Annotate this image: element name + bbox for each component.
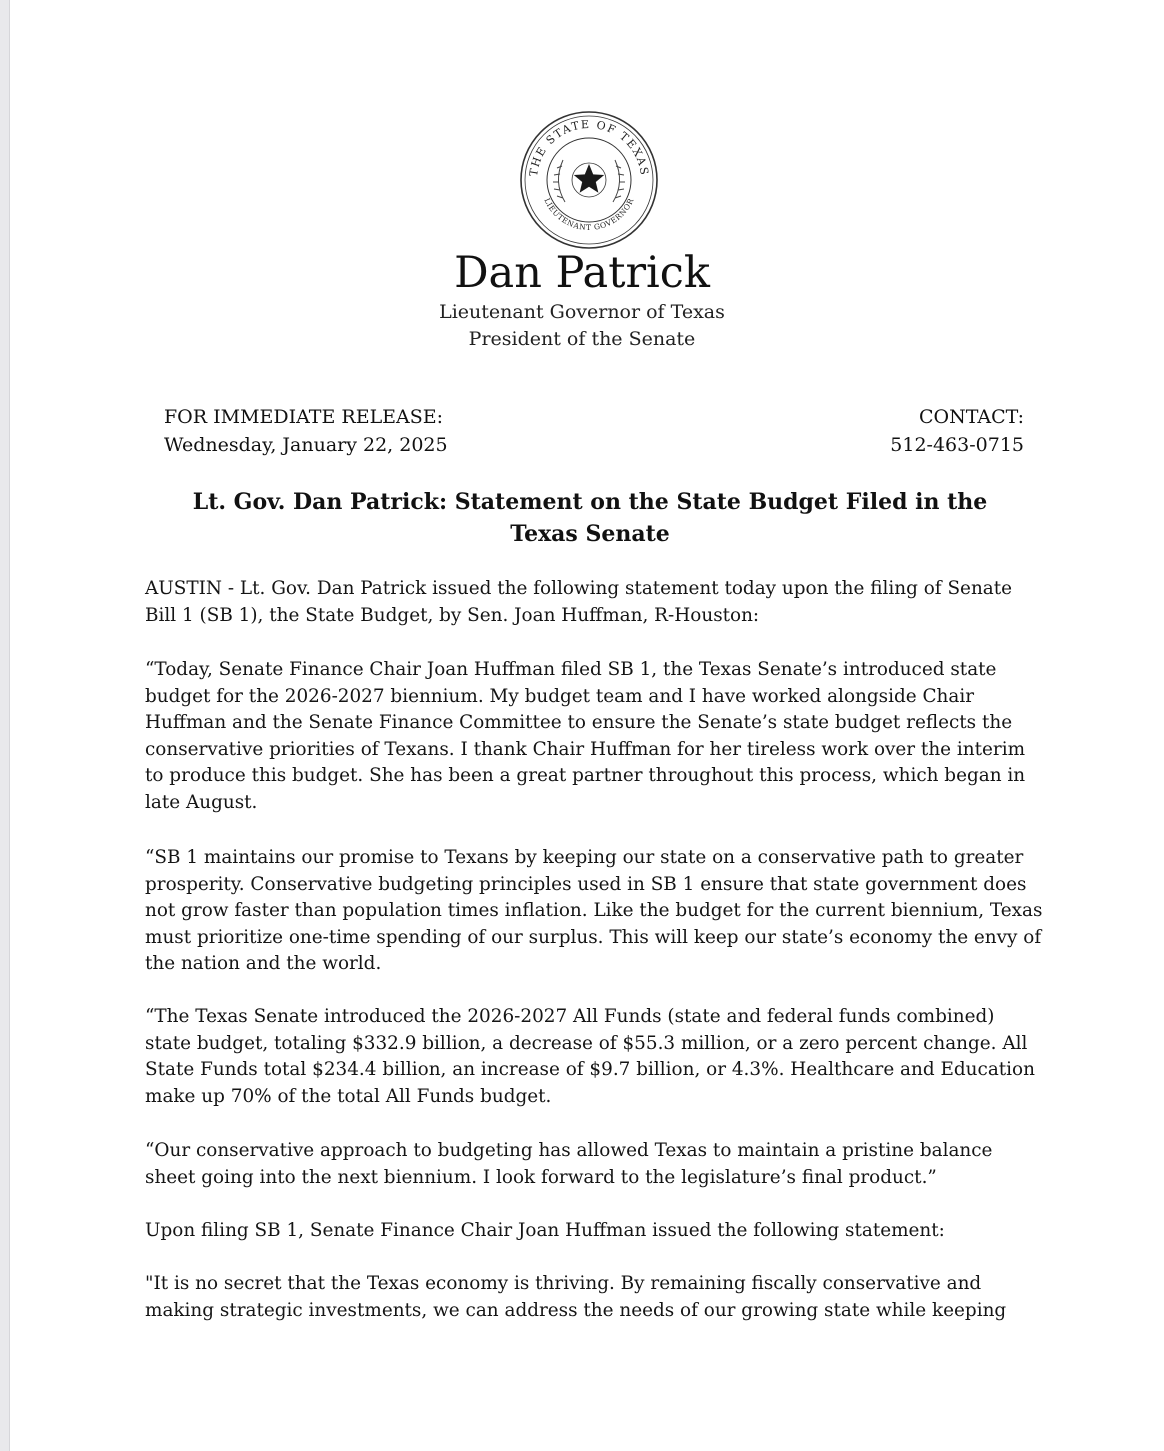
paragraph-huffman-statement: "It is no secret that the Texas economy is thriving. By remaining fiscally conservative and making strategic investments, we can address the needs of our growing state while keeping bbox=[145, 1273, 1007, 1321]
star-icon bbox=[572, 163, 606, 197]
seal-bottom-text: LIEUTENANT GOVERNOR bbox=[542, 196, 636, 233]
seal-top-text: THE STATE OF TEXAS bbox=[527, 117, 651, 178]
lieutenant-governor-seal bbox=[519, 110, 659, 250]
svg-text:LIEUTENANT GOVERNOR bbox=[542, 197, 635, 232]
paragraph-statement-1: “Today, Senate Finance Chair Joan Huffman filed SB 1, the Texas Senate’s introduced state budget for the 2026-2027 biennium. My budget team and I have worked alongside Chair Huffman and the Senate Finance Committee to ensure the Senate’s state budget reflects the conservative priorities of Texans. I thank Chair Huffman for her tireless work over the interim to produce this budget. She has been a great partner throughout this process, which began in late August. bbox=[145, 659, 1026, 813]
official-name: Dan Patrick bbox=[454, 248, 710, 298]
official-title: Lieutenant Governor of Texas bbox=[439, 301, 725, 323]
contact-label: CONTACT: bbox=[918, 406, 1024, 428]
release-label: FOR IMMEDIATE RELEASE: bbox=[164, 406, 444, 428]
release-date: Wednesday, January 22, 2025 bbox=[164, 434, 448, 456]
official-secondary-title: President of the Senate bbox=[468, 328, 696, 350]
press-release-headline: Lt. Gov. Dan Patrick: Statement on the State Budget Filed in the Texas Senate bbox=[192, 489, 988, 547]
page-edge bbox=[0, 0, 10, 1451]
paragraph-huffman-intro: Upon filing SB 1, Senate Finance Chair Joan Huffman issued the following statement: bbox=[145, 1220, 945, 1241]
contact-info bbox=[890, 403, 1024, 459]
release-info bbox=[164, 403, 448, 459]
paragraph-intro: AUSTIN - Lt. Gov. Dan Patrick issued the following statement today upon the filing of Senate Bill 1 (SB 1), the State Budget, by Sen. Joan Huffman, R-Houston: bbox=[145, 578, 1013, 626]
contact-phone: 512-463-0715 bbox=[890, 434, 1024, 456]
paragraph-statement-3: “The Texas Senate introduced the 2026-2027 All Funds (state and federal funds combined) state budget, totaling $332.9 billion, a decrease of $55.3 million, or a zero percent change. All State Funds total $234.4 billion, an increase of $9.7 billion, or 4.3%. Healthcare and Education make up 70% of the total All Funds budget. bbox=[145, 1006, 1035, 1107]
paragraph-statement-2: “SB 1 maintains our promise to Texans by keeping our state on a conservative path to greater prosperity. Conservative budgeting principles used in SB 1 ensure that state government does not grow faster than population times inflation. Like the budget for the current biennium, Texas must prioritize one-time spending of our surplus. This will keep our state’s economy the envy of the nation and the world. bbox=[145, 847, 1043, 974]
paragraph-statement-4: “Our conservative approach to budgeting has allowed Texas to maintain a pristine balance sheet going into the next biennium. I look forward to the legislature’s final product.” bbox=[145, 1140, 993, 1188]
